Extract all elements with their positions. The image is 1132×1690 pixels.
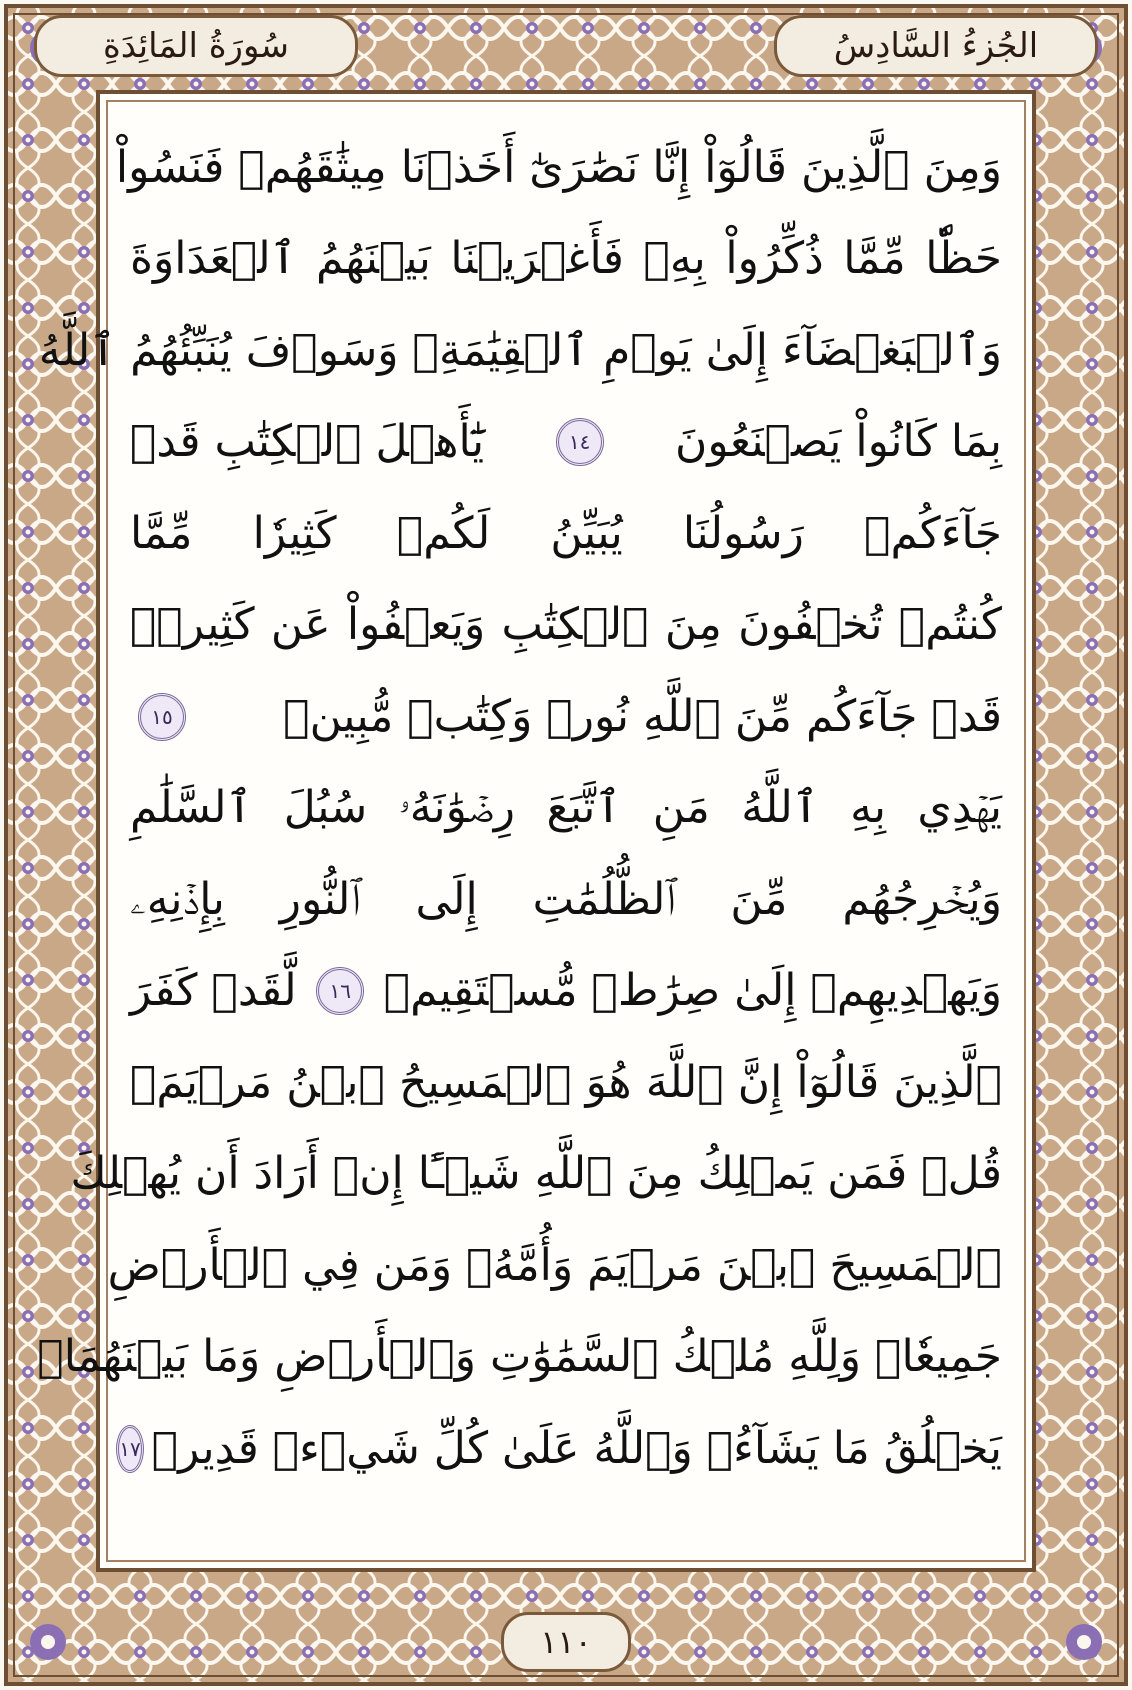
ayah-number-marker: ١٦ [316,967,364,1015]
text-line: وَمِنَ ٱلَّذِينَ قَالُوٓاْ إِنَّا نَصَٰرَىٰٓ أَخَذۡنَا مِيثَٰقَهُمۡ فَنَسُواْ [115,141,1002,193]
ayah-number-marker: ١٧ [116,1425,143,1473]
text-line: بِمَا كَانُواْ يَصۡنَعُونَ ١٤ يَٰٓأَهۡلَ ٱلۡكِتَٰبِ قَدۡ [130,416,1002,468]
quran-text-panel [37,90,1036,1572]
page-number: ١١٠ [501,1612,631,1672]
text-line: وَيُخۡرِجُهُم مِّنَ ٱلظُّلُمَٰتِ إِلَى ٱلنُّورِ بِإِذۡنِهِۦ [130,873,1002,925]
ayah-number-marker: ١٥ [138,693,186,741]
text-line: جَمِيعٗاۗ وَلِلَّهِ مُلۡكُ ٱلسَّمَٰوَٰتِ وَٱلۡأَرۡضِ وَمَا بَيۡنَهُمَاۚ [37,1331,1002,1383]
text-line: يَهۡدِي بِهِ ٱللَّهُ مَنِ ٱتَّبَعَ رِضۡوَٰنَهُۥ سُبُلَ ٱلسَّلَٰمِ [130,782,1002,834]
text-line: قُلۡ فَمَن يَمۡلِكُ مِنَ ٱللَّهِ شَيۡـًٔا إِنۡ أَرَادَ أَن يُهۡلِكَ [70,1148,1002,1200]
text-line: جَآءَكُمۡ رَسُولُنَا يُبَيِّنُ لَكُمۡ كَثِيرٗا مِّمَّا [130,507,1002,559]
juz-name-label: الجُزءُ السَّادِسُ [774,15,1098,77]
text-line: وَيَهۡدِيهِمۡ إِلَىٰ صِرَٰطٖ مُّسۡتَقِيمٖ ١٦ لَّقَدۡ كَفَرَ [130,965,1002,1017]
text-line: كُنتُمۡ تُخۡفُونَ مِنَ ٱلۡكِتَٰبِ وَيَعۡفُواْ عَن كَثِيرٖۚ [130,599,1002,651]
text-line: يَخۡلُقُ مَا يَشَآءُۚ وَٱللَّهُ عَلَىٰ كُلِّ شَيۡءٖ قَدِيرٞ ١٧ [130,1403,1002,1495]
text-line: قَدۡ جَآءَكُم مِّنَ ٱللَّهِ نُورٞ وَكِتَٰبٞ مُّبِينٞ ١٥ [130,671,1002,763]
page-header [34,14,1098,78]
text-line: ٱلَّذِينَ قَالُوٓاْ إِنَّ ٱللَّهَ هُوَ ٱلۡمَسِيحُ ٱبۡنُ مَرۡيَمَۚ [130,1056,1002,1108]
text-line: وَٱلۡبَغۡضَآءَ إِلَىٰ يَوۡمِ ٱلۡقِيَٰمَةِۚ وَسَوۡفَ يُنَبِّئُهُمُ ٱللَّهُ [38,324,1002,376]
text-line: ٱلۡمَسِيحَ ٱبۡنَ مَرۡيَمَ وَأُمَّهُۥ وَمَن فِي ٱلۡأَرۡضِ [107,1239,1002,1291]
ayah-number-marker: ١٤ [556,418,604,466]
text-line: حَظّٗا مِّمَّا ذُكِّرُواْ بِهِۦ فَأَغۡرَيۡنَا بَيۡنَهُمُ ٱلۡعَدَاوَةَ [130,233,1002,285]
surah-name-label: سُورَةُ المَائِدَةِ [34,15,358,77]
